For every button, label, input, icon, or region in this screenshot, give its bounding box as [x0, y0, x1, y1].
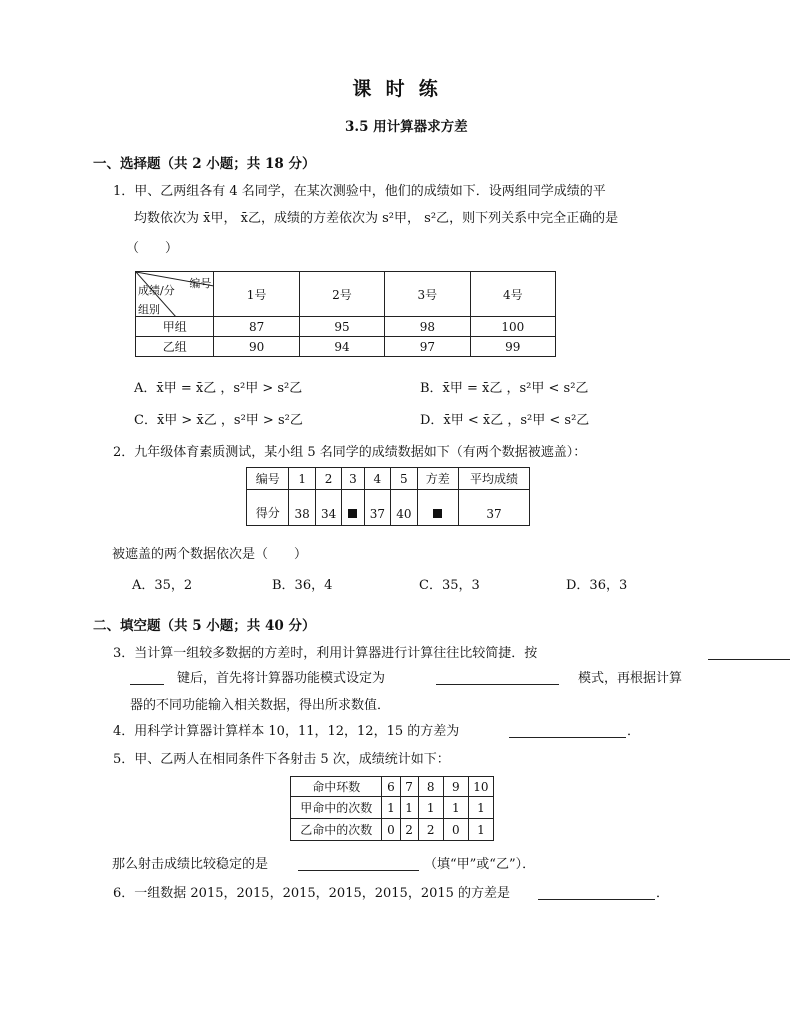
q2-option-d: D．36，3 [566, 578, 628, 593]
q2-option-b: B．36，4 [272, 578, 333, 593]
q5-answer-blank[interactable] [298, 858, 419, 871]
q6-end: ． [656, 886, 670, 901]
page-subtitle: 3.5 用计算器求方差 [345, 119, 468, 135]
q1-option-b: B．x̄甲 = x̄乙 ，s²甲 < s²乙 [420, 381, 589, 396]
q1-answer-paren: （ ） [126, 241, 179, 256]
table-cell: 1 [468, 797, 493, 819]
corner-label-group: 组别 [138, 303, 160, 316]
table-cell: 2 [400, 819, 418, 841]
section-heading-fill: 二、填空题（共 5 小题；共 40 分） [93, 618, 316, 634]
table-cell: 95 [299, 317, 384, 337]
q3-line3: 器的不同功能输入相关数据，得出所求数值． [130, 698, 391, 713]
corner-label-score: 成绩/分 [138, 284, 175, 297]
table-cell: 97 [385, 337, 470, 357]
q5-line2b: （填“甲”或“乙”）． [424, 857, 536, 872]
q2-option-c: C．35，3 [419, 578, 480, 593]
section-heading-choice: 一、选择题（共 2 小题；共 18 分） [93, 156, 316, 172]
cover-square-icon [433, 509, 442, 518]
table-header: 2号 [299, 272, 384, 317]
table-cell: 6 [382, 777, 400, 797]
q1-line2-pre: 均数依次为 [134, 211, 200, 226]
row-label: 甲命中的次数 [291, 797, 382, 819]
table-cell: 99 [470, 337, 555, 357]
table-cell: 40 [391, 490, 417, 526]
table-cell: 90 [214, 337, 299, 357]
table-cell: 7 [400, 777, 418, 797]
hidden-value-cell [342, 490, 364, 526]
table-cell: 100 [470, 317, 555, 337]
q1-option-d: D．x̄甲 < x̄乙 ，s²甲 < s²乙 [420, 413, 590, 428]
table-cell: 1 [468, 819, 493, 841]
table-cell: 8 [418, 777, 443, 797]
q1-mean-jia: x̄甲 [203, 211, 224, 226]
q1-line2-mid: ，成绩的方差依次为 [260, 211, 378, 226]
table-row [247, 490, 530, 526]
row-label: 命中环数 [291, 777, 382, 797]
table-cell: 1 [382, 797, 400, 819]
q5-shooting-table [290, 776, 494, 841]
table-cell: 87 [214, 317, 299, 337]
table-row [136, 337, 556, 357]
table-header: 3号 [385, 272, 470, 317]
q3-blank-key[interactable] [708, 647, 790, 660]
q1-mean-yi: x̄乙 [240, 211, 261, 226]
table-header: 4 [364, 468, 390, 490]
q1-score-table [135, 271, 556, 357]
q1-option-c: C．x̄甲 > x̄乙 ，s²甲 > s²乙 [134, 413, 303, 428]
q3-line1: 3．当计算一组较多数据的方差时，利用计算器进行计算往往比较简捷．按 [113, 646, 538, 661]
corner-label-number: 编号 [189, 277, 212, 290]
q1-line2-post: ，则下列关系中完全正确的是 [449, 211, 619, 226]
table-cell: 0 [443, 819, 468, 841]
table-row [291, 797, 494, 819]
q4-text: 4．用科学计算器计算样本 10，11，12，12，15 的方差为 [113, 724, 460, 739]
table-header: 1 [289, 468, 315, 490]
row-label: 甲组 [136, 317, 214, 337]
table-header: 1号 [214, 272, 299, 317]
table-cell: 9 [443, 777, 468, 797]
table-cell: 37 [364, 490, 390, 526]
table-cell: 2 [418, 819, 443, 841]
table-header: 平均成绩 [458, 468, 529, 490]
q4-end: ． [627, 724, 641, 739]
row-label: 乙命中的次数 [291, 819, 382, 841]
row-label: 乙组 [136, 337, 214, 357]
table-header: 方差 [417, 468, 458, 490]
cover-square-icon [348, 509, 357, 518]
table-cell: 0 [382, 819, 400, 841]
table-cell: 1 [400, 797, 418, 819]
q2-score-table [246, 467, 530, 526]
q5-line2a: 那么射击成绩比较稳定的是 [112, 857, 269, 872]
q1-table-corner [136, 272, 214, 317]
table-cell: 37 [458, 490, 529, 526]
table-cell: 1 [418, 797, 443, 819]
q5-line1: 5．甲、乙两人在相同条件下各射击 5 次，成绩统计如下： [113, 752, 450, 767]
q3-blank-mode[interactable] [436, 672, 559, 685]
q3-blank-key-cont[interactable] [130, 672, 164, 685]
row-label: 得分 [247, 490, 289, 526]
table-header: 5 [391, 468, 417, 490]
q1-option-a: A．x̄甲 = x̄乙 ，s²甲 > s²乙 [134, 381, 303, 396]
q6-text: 6．一组数据 2015，2015，2015，2015，2015，2015 的方差是 [113, 886, 511, 901]
table-cell: 38 [289, 490, 315, 526]
q2-line1: 2．九年级体育素质测试，某小组 5 名同学的成绩数据如下（有两个数据被遮盖）： [113, 445, 587, 460]
q1-line2: 均数依次为 x̄甲， x̄乙，成绩的方差依次为 s²甲， s²乙，则下列关系中完全正确的是 [134, 211, 619, 226]
hidden-value-cell [417, 490, 458, 526]
table-header: 编号 [247, 468, 289, 490]
table-cell: 10 [468, 777, 493, 797]
q2-option-a: A．35，2 [132, 578, 193, 593]
q4-answer-blank[interactable] [509, 725, 626, 738]
q6-answer-blank[interactable] [538, 887, 655, 900]
table-cell: 1 [443, 797, 468, 819]
table-cell: 98 [385, 317, 470, 337]
q2-line2: 被遮盖的两个数据依次是（ ） [112, 547, 308, 562]
q3-line2b: 模式，再根据计算 [578, 671, 683, 686]
table-row [136, 317, 556, 337]
page-title: 课 时 练 [352, 78, 442, 100]
q1-var-yi: s²乙 [424, 211, 450, 226]
table-header: 3 [342, 468, 364, 490]
table-row [291, 819, 494, 841]
table-header: 2 [315, 468, 341, 490]
table-header: 4号 [470, 272, 555, 317]
table-row [291, 777, 494, 797]
table-cell: 94 [299, 337, 384, 357]
q1-var-jia: s²甲 [382, 211, 408, 226]
q1-line1: 1．甲、乙两组各有 4 名同学，在某次测验中，他们的成绩如下．设两组同学成绩的平 [113, 184, 606, 199]
q3-line2a: 键后，首先将计算器功能模式设定为 [177, 671, 386, 686]
table-cell: 34 [315, 490, 341, 526]
